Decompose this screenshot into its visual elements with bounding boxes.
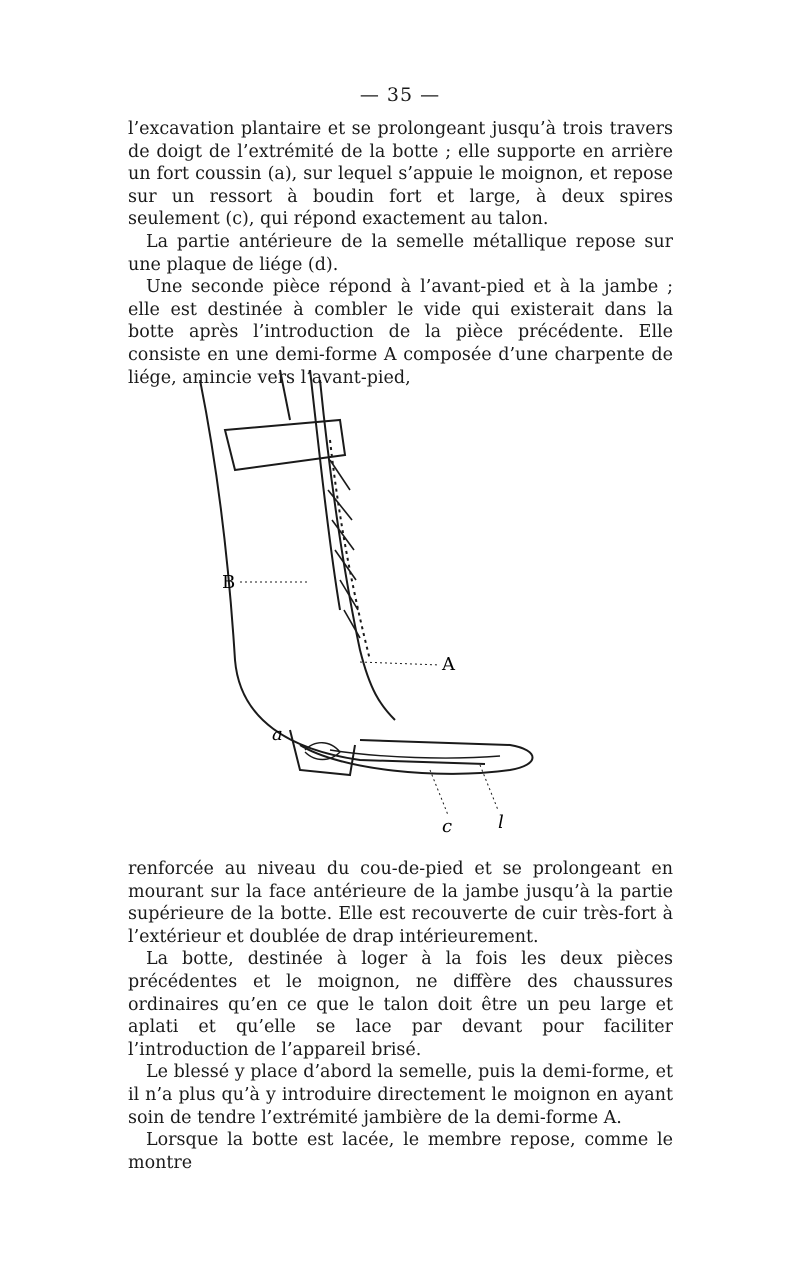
figure-label-l: l <box>498 812 504 833</box>
paragraph: renforcée au niveau du cou-de-pied et se prolongeant en mourant sur la face antérieure de la jambe jusqu’à la partie supérieure de la botte. Elle est recouverte de cuir très-fort à l’extérieur et doublée de drap intérieurement. <box>128 859 673 947</box>
leader-c <box>430 770 448 815</box>
boot-illustration <box>180 360 680 850</box>
text-block-bottom <box>128 858 673 1174</box>
paragraph: La partie antérieure de la semelle métallique repose sur une plaque de liége (d). <box>128 231 673 275</box>
figure-label-A: A <box>442 654 455 675</box>
figure-label-a: a <box>272 724 283 745</box>
metal-sole <box>330 750 500 758</box>
paragraph: l’excavation plantaire et se prolongeant jusqu’à trois travers de doigt de l’extrémité de la botte ; elle supporte en arrière un fort coussin (a), sur lequel s’appuie le moignon, et repose sur un ressort à boudin fort et large, à deux spires seulement (c), qui répond exactement au talon. <box>128 119 673 230</box>
page-number: — 35 — <box>359 84 441 106</box>
paragraph: Lorsque la botte est lacée, le membre repose, comme le montre <box>128 1130 673 1173</box>
paragraph: Le blessé y place d’abord la semelle, puis la demi-forme, et il n’a plus qu’à y introduire directement le moignon en ayant soin de tendre l’extrémité jambière de la demi-forme A. <box>128 1062 673 1128</box>
paragraph: La botte, destinée à loger à la fois les deux pièces précédentes et le moignon, ne diffère des chaussures ordinaires qu’en ce que le talon doit être un peu large et aplati et qu’elle se lace par devant pour faciliter l’introduction de l’appareil brisé. <box>128 949 673 1060</box>
boot-prosthesis-figure <box>180 360 680 850</box>
figure-label-B: B <box>222 572 236 593</box>
leader-A <box>360 662 440 665</box>
text-block-top <box>128 118 673 389</box>
leg-line <box>280 370 290 420</box>
figure-label-c: c <box>442 816 453 837</box>
paragraph: Une seconde pièce répond à l’avant-pied et à la jambe ; elle est destinée à combler le vide qui existerait dans la botte après l’introduction de la pièce précédente. Elle consiste en une demi-forme A composée d’une charpente de liége, amincie vers l’avant-pied, <box>128 277 673 388</box>
demi-forme-line <box>330 440 370 660</box>
